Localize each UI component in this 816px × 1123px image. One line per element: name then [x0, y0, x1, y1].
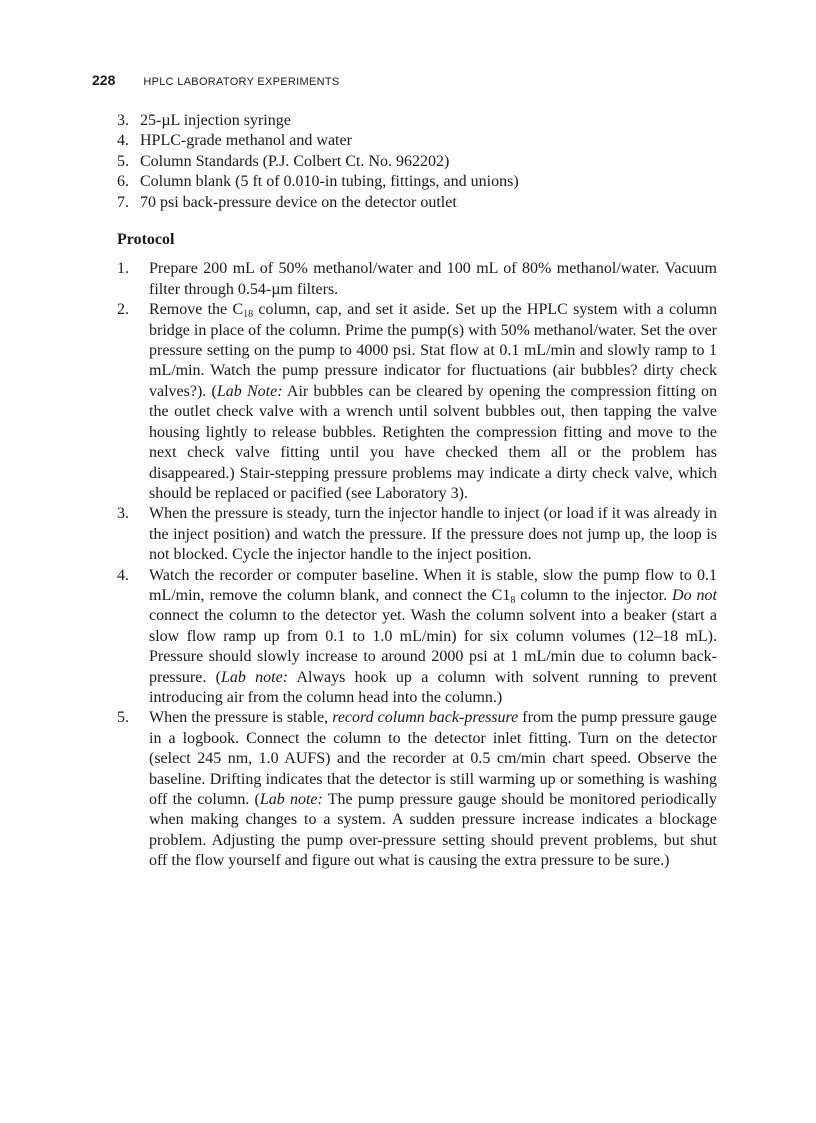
emphasis-text: record column back-pressure [332, 709, 519, 727]
protocol-step [117, 708, 717, 871]
step-number: 1. [117, 260, 129, 278]
protocol-heading: Protocol [117, 231, 175, 249]
protocol-step [117, 504, 717, 565]
step-number: 2. [117, 301, 129, 319]
lab-note-label: Lab note: [220, 668, 289, 686]
step-text: Watch the recorder or computer baseline. When it is stable, slow the pump flow to 0.1 mL/min, remove the column blank, and connect the $C1_8$ column to the injector. Do not connect the column to the detector yet. Wash the column solvent into a beaker (start a slow flow ramp up from 0.1 to 1.0 mL/min) for six column volumes (12–18 mL). Pressure should slowly increase to around 2000 psi at 1 mL/min due to column back-pressure. (Lab note: Always hook up a column with solvent running to prevent introducing air from the column head into the column.) [149, 566, 718, 706]
item-text: HPLC-grade methanol and water [140, 132, 352, 150]
item-number: 3. [117, 112, 129, 129]
step-number: 3. [117, 505, 129, 523]
protocol-step [117, 259, 717, 300]
item-text: 25-µL injection syringe [140, 112, 291, 129]
list-item [117, 131, 717, 151]
lab-note-label: Lab Note: [216, 382, 283, 400]
list-item [117, 172, 717, 192]
step-text: When the pressure is stable, record column back-pressure from the pump pressure gauge in a logbook. Connect the column to the detector inlet fitting. Turn on the detector (select 245 nm, 1.0 AUFS) and the recorder at 0.5 cm/min chart speed. Observe the baseline. Drifting indicates that the detector is still warming up or something is washing off the column. (Lab note: The pump pressure gauge should be monitored periodically when making changes to a system. A sudden pressure increase indicates a blockage problem. Adjusting the pump over-pressure setting should prevent problems, but shut off the flow yourself and figure out what is causing the extra pressure to be sure.) [149, 709, 717, 870]
step-number: 4. [117, 566, 129, 584]
item-text: Column blank (5 ft of 0.010-in tubing, fittings, and unions) [140, 173, 519, 191]
item-number: 4. [117, 132, 129, 150]
item-number: 5. [117, 152, 129, 170]
protocol-step [117, 300, 717, 504]
item-text: 70 psi back-pressure device on the detector outlet [140, 193, 457, 211]
running-title: HPLC LABORATORY EXPERIMENTS [143, 76, 340, 88]
list-item [117, 152, 717, 172]
materials-list [117, 111, 717, 213]
item-text: Column Standards (P.J. Colbert Ct. No. 962202) [140, 152, 450, 170]
protocol-steps [117, 259, 717, 871]
protocol-step [117, 566, 717, 709]
list-item [117, 193, 717, 213]
list-item [117, 111, 717, 131]
item-number: 6. [117, 173, 129, 191]
step-text: When the pressure is steady, turn the injector handle to inject (or load if it was already in the inject position) and watch the pressure. If the pressure does not jump up, the loop is not blocked. Cycle the injector handle to the inject position. [149, 505, 717, 564]
step-text: Prepare 200 mL of 50% methanol/water and 100 mL of 80% methanol/water. Vacuum filter through 0.54-µm filters. [149, 260, 717, 298]
step-number: 5. [117, 709, 129, 727]
page-header [92, 72, 340, 92]
item-number: 7. [117, 193, 129, 211]
emphasis-text: Do not [672, 586, 717, 604]
page-body [117, 111, 717, 872]
page-number: 228 [92, 72, 116, 88]
step-text: Remove the $C_{18}$ column, cap, and set it aside. Set up the HPLC system with a column bridge in place of the column. Prime the pump(s) with 50% methanol/water. Set the over pressure setting on the pump to 4000 psi. Stat flow at 0.1 mL/min and slowly ramp to 1 mL/min. Watch the pump pressure indicator for fluctuations (air bubbles? dirty check valves?). (Lab Note: Air bubbles can be cleared by opening the compression fitting on the outlet check valve with a wrench until solvent bubbles out, then tapping the valve housing lightly to release bubbles. Retighten the compression fitting and move to the next check valve fitting until you have checked them all or the problem has disappeared.) Stair-stepping pressure problems may indicate a dirty check valve, which should be replaced or pacified (see Laboratory 3). [149, 301, 717, 502]
lab-note-label: Lab note: [259, 791, 323, 808]
